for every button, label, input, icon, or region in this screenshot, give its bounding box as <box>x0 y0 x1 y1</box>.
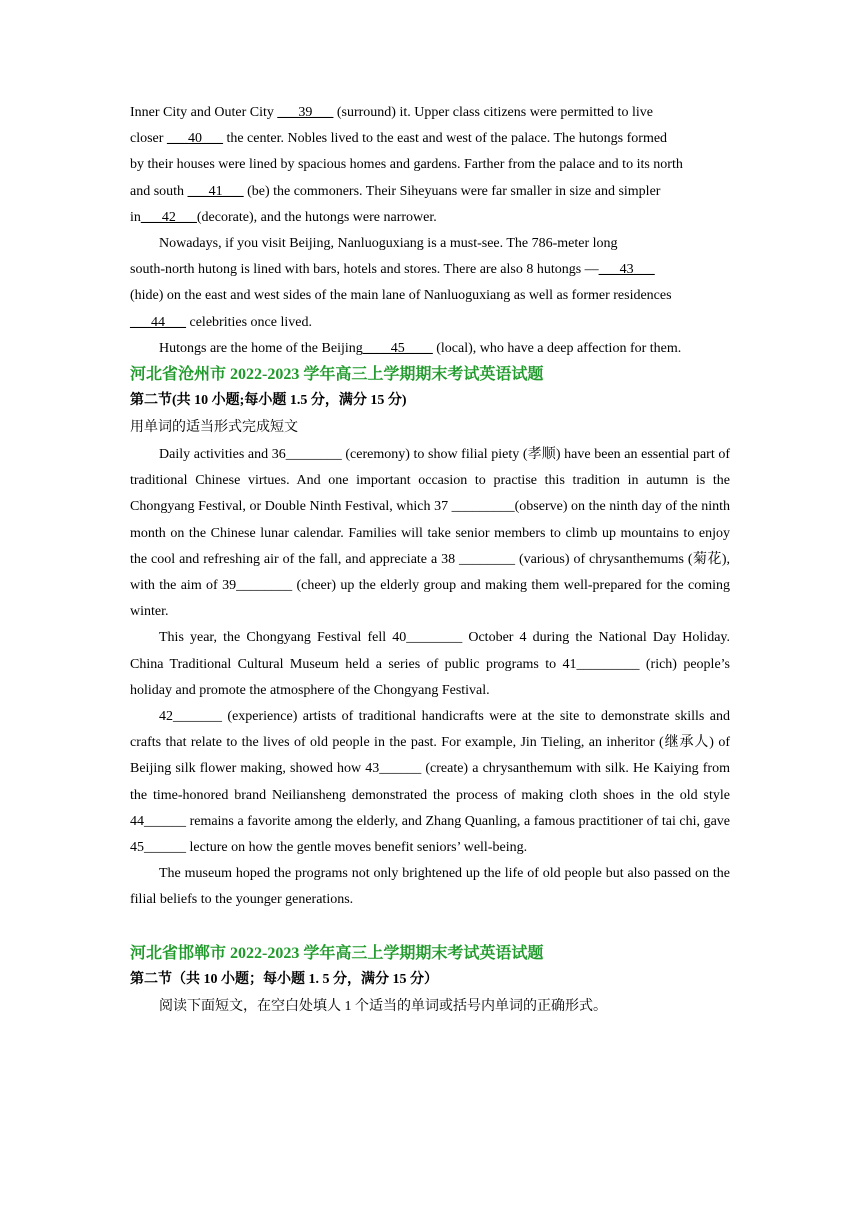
text-line: Hutongs are the home of the Beijing____45____ (local), who have a deep affection for them. <box>159 340 682 356</box>
document-page <box>130 100 730 1021</box>
section-instruction: 用单词的适当形式完成短文 <box>130 420 298 436</box>
text-line: Nowadays, if you visit Beijing, Nanluoguxiang is a must-see. The 786-meter long <box>159 236 618 252</box>
section-instruction: 阅读下面短文，在空白处填人 1 个适当的单词或括号内单词的正确形式。 <box>159 998 607 1014</box>
blank-45: ____45____ <box>362 340 433 356</box>
blank-43: ___43___ <box>598 262 655 278</box>
text-line: closer ___40___ the center. Nobles lived to the east and west of the palace. The hutongs formed <box>130 131 668 147</box>
text-line: and south ___41___ (be) the commoners. Their Siheyuans were far smaller in size and simpler <box>130 183 661 199</box>
blank-44: ___44___ <box>130 314 186 330</box>
blank-42: ___42___ <box>140 209 197 225</box>
section-subtitle: 第二节(共 10 小题;每小题 1.5 分，满分 15 分) <box>130 393 407 409</box>
section-title: 河北省沧州市 2022-2023 学年高三上学期期末考试英语试题 <box>130 366 544 384</box>
text-line: (hide) on the east and west sides of the main lane of Nanluoguxiang as well as former residences <box>130 288 672 304</box>
blank-40: ___40___ <box>166 131 223 147</box>
passage-hutongs <box>130 100 730 362</box>
text-line: in___42___(decorate), and the hutongs were narrower. <box>130 209 437 225</box>
blank-41: ___41___ <box>187 183 244 199</box>
section-subtitle: 第二节（共 10 小题；每小题 1. 5 分，满分 15 分） <box>130 971 438 987</box>
section-handan <box>130 941 730 1021</box>
text-line: ___44___ celebrities once lived. <box>130 314 312 330</box>
text-line: Inner City and Outer City ___39___ (surround) it. Upper class citizens were permitted to live <box>130 105 653 120</box>
section-title: 河北省邯郸市 2022-2023 学年高三上学期期末考试英语试题 <box>130 944 544 962</box>
text-line: south-north hutong is lined with bars, hotels and stores. There are also 8 hutongs —___43___ <box>130 262 655 278</box>
paragraph: Daily activities and 36________ (ceremony) to show filial piety (孝顺) have been an essential part of traditional Chinese virtues. And one important occasion to practise this tradition in autumn is the Chongyang Festival, or Double Ninth Festival, which 37 _________(observe) on the ninth day of the ninth month on the Chinese lunar calendar. Families will take senior members to climb up mountains to enjoy the cool and refreshing air of the fall, and appreciate a 38 ________ (various) of chrysanthemums (菊花), with the aim of 39________ (cheer) up the elderly group and making them well-prepared for the coming winter. <box>130 447 730 620</box>
paragraph: The museum hoped the programs not only brightened up the life of old people but also passed on the filial beliefs to the younger generations. <box>130 866 730 908</box>
paragraph: This year, the Chongyang Festival fell 40________ October 4 during the National Day Holiday. China Traditional Cultural Museum held a series of public programs to 41_________ (rich) people’s holiday and promote the atmosphere of the Chongyang Festival. <box>130 630 730 698</box>
section-cangzhou <box>130 362 730 914</box>
text-line: by their houses were lined by spacious homes and gardens. Farther from the palace and to its north <box>130 157 683 173</box>
paragraph: 42_______ (experience) artists of traditional handicrafts were at the site to demonstrate skills and crafts that relate to the lives of old people in the past. For example, Jin Tieling, an inheritor (继承人) of Beijing silk flower making, showed how 43______ (create) a chrysanthemum with silk. He Kaiying from the time-honored brand Neiliansheng demonstrated the process of making cloth shoes in the old style 44______ remains a favorite among the elderly, and Zhang Quanling, a famous practitioner of tai chi, gave 45______ lecture on how the gentle moves benefit seniors’ well-being. <box>130 709 730 856</box>
blank-39: ___39___ <box>277 105 334 120</box>
